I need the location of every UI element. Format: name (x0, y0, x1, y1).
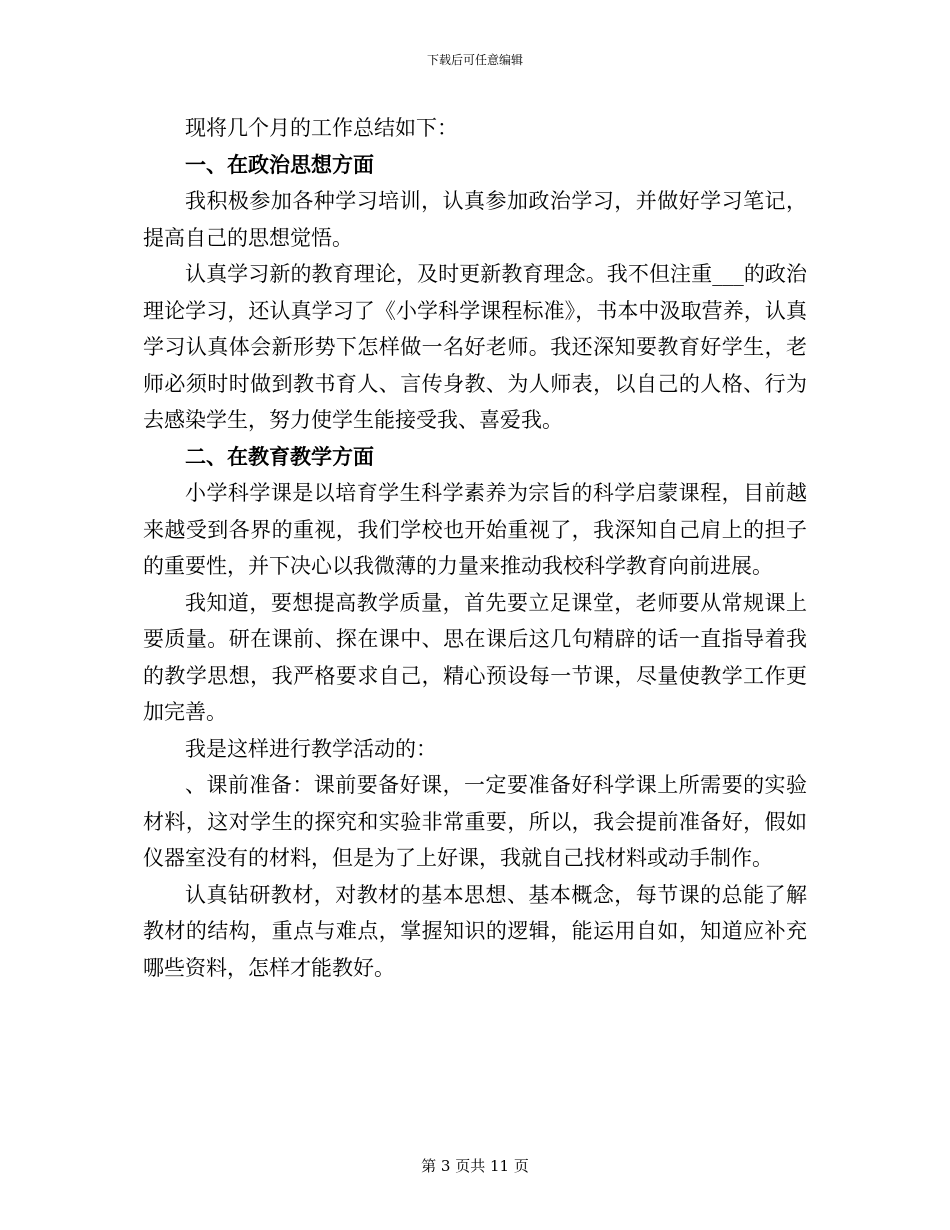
paragraph: 、课前准备：课前要备好课，一定要准备好科学课上所需要的实验材料，这对学生的探究和实验非常重要，所以，我会提前准备好，假如仪器室没有的材料，但是为了上好课，我就自己找材料或动手制作。 (143, 773, 807, 870)
document-body (143, 110, 807, 986)
section-heading: 二、在教育教学方面 (185, 443, 374, 469)
paragraph: 我是这样进行教学活动的： (185, 736, 437, 761)
paragraph: 认真学习新的教育理论，及时更新教育理念。我不但注重___的政治理论学习，还认真学习了《小学科学课程标准》，书本中汲取营养，认真学习认真体会新形势下怎样做一名好老师。我还深知要教育好学生，老师必须时时做到教书育人、言传身教、为人师表，以自己的人格、行为去感染学生，努力使学生能接受我、喜爱我。 (143, 262, 807, 432)
page-number: 第 3 页共 11 页 (421, 1157, 529, 1175)
paragraph: 我积极参加各种学习培训，认真参加政治学习，并做好学习笔记，提高自己的思想觉悟。 (143, 189, 807, 250)
paragraph: 现将几个月的工作总结如下： (185, 116, 458, 140)
section-heading: 一、在政治思想方面 (185, 151, 374, 177)
paragraph: 我知道，要想提高教学质量，首先要立足课堂，老师要从常规课上要质量。研在课前、探在课中、思在课后这几句精辟的话一直指导着我的教学思想，我严格要求自己，精心预设每一节课，尽量使教学工作更加完善。 (143, 590, 807, 724)
paragraph: 小学科学课是以培育学生科学素养为宗旨的科学启蒙课程，目前越来越受到各界的重视，我们学校也开始重视了，我深知自己肩上的担子的重要性，并下决心以我微薄的力量来推动我校科学教育向前进展。 (143, 481, 807, 578)
paragraph: 认真钻研教材，对教材的基本思想、基本概念，每节课的总能了解教材的结构，重点与难点，掌握知识的逻辑，能运用自如，知道应补充哪些资料，怎样才能教好。 (143, 882, 807, 980)
page-header: 下载后可任意编辑 (426, 53, 523, 67)
